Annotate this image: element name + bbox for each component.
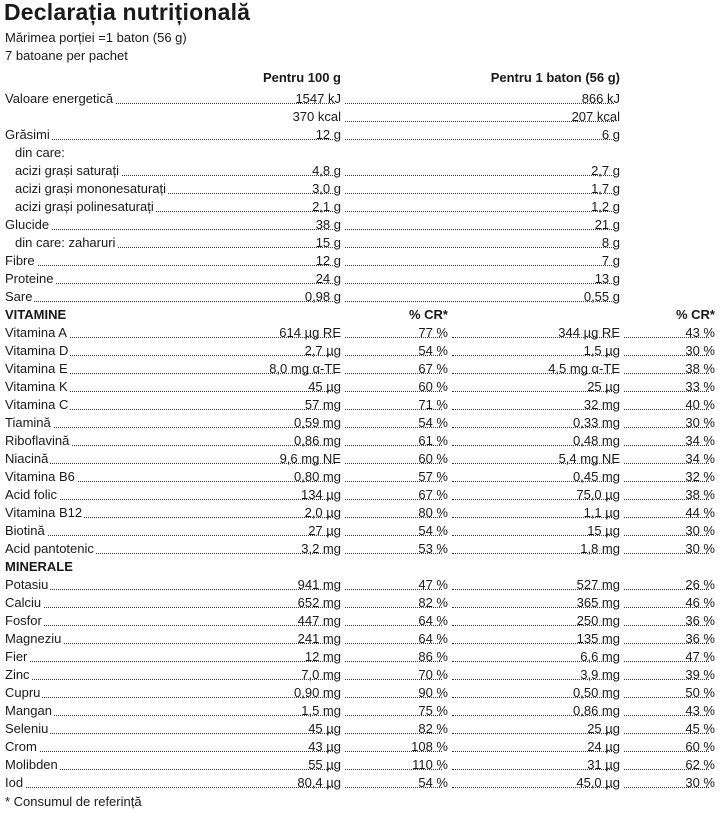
dot-leader — [624, 714, 709, 716]
dot-leader — [345, 354, 442, 356]
value-per-bar: 25 µg — [587, 379, 620, 394]
value-per-bar: 6 g — [601, 127, 620, 142]
value-per-100g: 0,98 g — [304, 289, 341, 304]
value-per-100g: 55 µg — [308, 757, 341, 772]
dot-leader — [452, 408, 614, 410]
dot-leader — [452, 696, 614, 698]
value-per-bar: 13 g — [594, 271, 620, 286]
cr-per-bar: 30 % — [685, 523, 715, 538]
value-per-bar: 0,86 mg — [573, 703, 620, 718]
value-per-bar: 1,1 µg — [583, 505, 620, 520]
cr-per-bar: 36 % — [685, 613, 715, 628]
value-per-100g: 12 g — [315, 253, 341, 268]
value-per-bar: 0,48 mg — [573, 433, 620, 448]
value-per-100g: 2,7 µg — [304, 343, 341, 358]
vitamin-label: Vitamina B12 — [5, 505, 83, 520]
cr-per-bar: 34 % — [685, 451, 715, 466]
dot-leader — [345, 102, 614, 104]
pack-info: 7 batoane per pachet — [5, 48, 128, 63]
dot-leader — [345, 390, 442, 392]
value-per-bar: 75,0 µg — [576, 487, 620, 502]
dot-leader — [452, 732, 614, 734]
dot-leader — [624, 642, 709, 644]
footnote: * Consumul de referință — [5, 794, 142, 809]
dot-leader — [452, 426, 614, 428]
cr-per-100g: 60 % — [418, 451, 448, 466]
column-header-cr-per-bar: % CR* — [675, 307, 715, 322]
dot-leader — [452, 588, 614, 590]
nutrient-label: Grăsimi — [5, 127, 50, 142]
vitamin-label: Vitamina K — [5, 379, 68, 394]
dot-leader — [624, 588, 709, 590]
dot-leader — [345, 264, 614, 266]
dot-leader — [624, 498, 709, 500]
dot-leader — [624, 732, 709, 734]
dot-leader — [345, 552, 442, 554]
nutrient-label: Fibre — [5, 253, 35, 268]
mineral-label: Magneziu — [5, 631, 62, 646]
dot-leader — [345, 660, 442, 662]
dot-leader — [345, 498, 442, 500]
dot-leader — [345, 408, 442, 410]
dot-leader — [624, 786, 709, 788]
vitamin-label: Acid folic — [5, 487, 58, 502]
vitamin-label: Vitamina C — [5, 397, 69, 412]
cr-per-bar: 38 % — [685, 361, 715, 376]
cr-per-100g: 77 % — [418, 325, 448, 340]
vitamin-label: Vitamina B6 — [5, 469, 75, 484]
dot-leader — [345, 786, 442, 788]
mineral-label: Zinc — [5, 667, 30, 682]
value-per-100g: 7,0 mg — [301, 667, 341, 682]
nutrient-label: Sare — [5, 289, 33, 304]
value-per-bar: 24 µg — [587, 739, 620, 754]
dot-leader — [452, 768, 614, 770]
value-per-100g: 4,8 g — [312, 163, 341, 178]
dot-leader — [452, 624, 614, 626]
cr-per-bar: 40 % — [685, 397, 715, 412]
dot-leader — [624, 516, 709, 518]
value-per-100g: 3,0 g — [312, 181, 341, 196]
cr-per-100g: 75 % — [418, 703, 448, 718]
cr-per-bar: 33 % — [685, 379, 715, 394]
value-per-100g: 0,86 mg — [294, 433, 341, 448]
dot-leader — [452, 372, 614, 374]
vitamin-label: Vitamina A — [5, 325, 67, 340]
value-per-bar: 8 g — [601, 235, 620, 250]
cr-per-100g: 53 % — [418, 541, 448, 556]
dot-leader — [345, 714, 442, 716]
value-per-100g: 0,90 mg — [294, 685, 341, 700]
cr-per-100g: 110 % — [412, 757, 448, 772]
cr-per-100g: 67 % — [418, 361, 448, 376]
cr-per-bar: 32 % — [685, 469, 715, 484]
serving-size: Mărimea porției =1 baton (56 g) — [5, 30, 187, 45]
value-per-bar: 866 kJ — [581, 91, 620, 106]
value-per-bar: 135 mg — [576, 631, 620, 646]
cr-per-100g: 90 % — [418, 685, 448, 700]
mineral-label: Mangan — [5, 703, 52, 718]
value-per-bar: 1,2 g — [591, 199, 620, 214]
value-per-100g: 0,80 mg — [294, 469, 341, 484]
cr-per-bar: 60 % — [685, 739, 715, 754]
value-per-100g: 652 mg — [297, 595, 341, 610]
dot-leader — [624, 696, 709, 698]
dot-leader — [452, 534, 614, 536]
dot-leader — [452, 516, 614, 518]
nutrient-label: acizi grași saturați — [15, 163, 120, 178]
cr-per-100g: 57 % — [418, 469, 448, 484]
nutrient-label: din care: zaharuri — [15, 235, 116, 250]
cr-per-bar: 39 % — [685, 667, 715, 682]
value-per-bar: 7 g — [601, 253, 620, 268]
dot-leader — [345, 246, 614, 248]
dot-leader — [345, 588, 442, 590]
page-title: Declarația nutrițională — [4, 0, 251, 25]
vitamin-label: Niacină — [5, 451, 49, 466]
cr-per-100g: 47 % — [418, 577, 448, 592]
value-per-bar: 21 g — [594, 217, 620, 232]
dot-leader — [452, 354, 614, 356]
value-per-100g: 45 µg — [308, 379, 341, 394]
nutrient-label: din care: — [15, 145, 65, 160]
dot-leader — [345, 282, 614, 284]
dot-leader — [624, 444, 709, 446]
dot-leader — [345, 192, 614, 194]
dot-leader — [452, 498, 614, 500]
dot-leader — [345, 300, 614, 302]
dot-leader — [345, 642, 442, 644]
cr-per-bar: 30 % — [685, 775, 715, 790]
value-per-100g: 9,6 mg NE — [279, 451, 341, 466]
value-per-bar: 250 mg — [576, 613, 620, 628]
dot-leader — [624, 750, 709, 752]
cr-per-100g: 54 % — [418, 523, 448, 538]
dot-leader — [345, 678, 442, 680]
value-per-100g: 0,59 mg — [294, 415, 341, 430]
cr-per-bar: 45 % — [685, 721, 715, 736]
dot-leader — [624, 606, 709, 608]
value-per-100g: 447 mg — [297, 613, 341, 628]
value-per-100g: 370 kcal — [292, 109, 341, 124]
dot-leader — [345, 750, 442, 752]
value-per-100g: 941 mg — [297, 577, 341, 592]
dot-leader — [624, 336, 709, 338]
column-header-cr-per-100g: % CR* — [408, 307, 448, 322]
mineral-label: Seleniu — [5, 721, 49, 736]
value-per-bar: 365 mg — [576, 595, 620, 610]
dot-leader — [624, 408, 709, 410]
value-per-100g: 2,1 g — [312, 199, 341, 214]
dot-leader — [345, 120, 614, 122]
nutrient-label: acizi grași mononesaturați — [15, 181, 167, 196]
value-per-100g: 3,2 mg — [301, 541, 341, 556]
dot-leader — [624, 390, 709, 392]
mineral-label: Iod — [5, 775, 24, 790]
cr-per-100g: 54 % — [418, 343, 448, 358]
dot-leader — [345, 696, 442, 698]
cr-per-bar: 44 % — [685, 505, 715, 520]
mineral-label: Fier — [5, 649, 28, 664]
dot-leader — [452, 390, 614, 392]
dot-leader — [345, 444, 442, 446]
dot-leader — [345, 174, 614, 176]
mineral-label: Fosfor — [5, 613, 42, 628]
cr-per-100g: 60 % — [418, 379, 448, 394]
value-per-bar: 0,55 g — [583, 289, 620, 304]
dot-leader — [345, 534, 442, 536]
mineral-label: Potasiu — [5, 577, 49, 592]
cr-per-bar: 62 % — [685, 757, 715, 772]
column-header-per-bar: Pentru 1 baton (56 g) — [490, 70, 620, 85]
cr-per-bar: 30 % — [685, 541, 715, 556]
cr-per-bar: 46 % — [685, 595, 715, 610]
cr-per-100g: 61 % — [418, 433, 448, 448]
cr-per-bar: 36 % — [685, 631, 715, 646]
value-per-100g: 2,0 µg — [304, 505, 341, 520]
value-per-bar: 344 µg RE — [558, 325, 620, 340]
mineral-label: Calciu — [5, 595, 42, 610]
value-per-100g: 614 µg RE — [279, 325, 341, 340]
value-per-bar: 15 µg — [587, 523, 620, 538]
value-per-100g: 24 g — [315, 271, 341, 286]
cr-per-100g: 71 % — [418, 397, 448, 412]
value-per-bar: 1,7 g — [591, 181, 620, 196]
mineral-label: Molibden — [5, 757, 58, 772]
value-per-100g: 134 µg — [300, 487, 341, 502]
value-per-100g: 38 g — [315, 217, 341, 232]
value-per-bar: 207 kcal — [571, 109, 620, 124]
dot-leader — [345, 732, 442, 734]
dot-leader — [624, 534, 709, 536]
dot-leader — [345, 372, 442, 374]
cr-per-100g: 82 % — [418, 595, 448, 610]
value-per-bar: 0,45 mg — [573, 469, 620, 484]
value-per-100g: 15 g — [315, 235, 341, 250]
value-per-bar: 0,33 mg — [573, 415, 620, 430]
value-per-bar: 31 µg — [587, 757, 620, 772]
vitamin-label: Acid pantotenic — [5, 541, 94, 556]
cr-per-100g: 64 % — [418, 613, 448, 628]
dot-leader — [624, 624, 709, 626]
dot-leader — [345, 462, 442, 464]
value-per-100g: 45 µg — [308, 721, 341, 736]
cr-per-bar: 43 % — [685, 325, 715, 340]
value-per-100g: 8,0 mg α-TE — [269, 361, 341, 376]
nutrient-label: Proteine — [5, 271, 54, 286]
dot-leader — [624, 372, 709, 374]
section-header-vitamins: VITAMINE — [5, 307, 67, 322]
dot-leader — [345, 606, 442, 608]
value-per-100g: 57 mg — [304, 397, 341, 412]
dot-leader — [345, 516, 442, 518]
dot-leader — [624, 660, 709, 662]
value-per-bar: 6,6 mg — [580, 649, 620, 664]
dot-leader — [624, 768, 709, 770]
dot-leader — [452, 552, 614, 554]
cr-per-100g: 108 % — [411, 739, 448, 754]
value-per-bar: 2,7 g — [591, 163, 620, 178]
dot-leader — [452, 336, 614, 338]
dot-leader — [624, 678, 709, 680]
cr-per-bar: 30 % — [685, 343, 715, 358]
dot-leader — [345, 210, 614, 212]
vitamin-label: Biotină — [5, 523, 45, 538]
mineral-label: Cupru — [5, 685, 41, 700]
mineral-label: Crom — [5, 739, 37, 754]
cr-per-100g: 80 % — [418, 505, 448, 520]
value-per-bar: 25 µg — [587, 721, 620, 736]
cr-per-100g: 67 % — [418, 487, 448, 502]
dot-leader — [452, 786, 614, 788]
value-per-100g: 1547 kJ — [295, 91, 341, 106]
dot-leader — [452, 462, 614, 464]
dot-leader — [624, 480, 709, 482]
value-per-bar: 4,5 mg α-TE — [548, 361, 620, 376]
dot-leader — [452, 714, 614, 716]
dot-leader — [452, 750, 614, 752]
dot-leader — [345, 336, 442, 338]
cr-per-100g: 64 % — [418, 631, 448, 646]
dot-leader — [452, 480, 614, 482]
dot-leader — [345, 480, 442, 482]
cr-per-bar: 30 % — [685, 415, 715, 430]
dot-leader — [345, 624, 442, 626]
dot-leader — [345, 426, 442, 428]
cr-per-bar: 26 % — [685, 577, 715, 592]
dot-leader — [624, 552, 709, 554]
value-per-bar: 1,5 µg — [583, 343, 620, 358]
dot-leader — [452, 606, 614, 608]
value-per-bar: 45,0 µg — [576, 775, 620, 790]
column-header-per-100g: Pentru 100 g — [262, 70, 341, 85]
value-per-100g: 43 µg — [308, 739, 341, 754]
section-header-minerals: MINERALE — [5, 559, 73, 574]
value-per-100g: 12 mg — [304, 649, 341, 664]
value-per-bar: 5,4 mg NE — [558, 451, 620, 466]
dot-leader — [452, 678, 614, 680]
dot-leader — [345, 768, 442, 770]
value-per-bar: 0,50 mg — [573, 685, 620, 700]
dot-leader — [624, 426, 709, 428]
cr-per-bar: 38 % — [685, 487, 715, 502]
cr-per-100g: 86 % — [418, 649, 448, 664]
value-per-bar: 1,8 mg — [580, 541, 620, 556]
value-per-100g: 27 µg — [308, 523, 341, 538]
nutrient-label: Valoare energetică — [5, 91, 114, 106]
value-per-100g: 1,5 mg — [301, 703, 341, 718]
dot-leader — [452, 444, 614, 446]
cr-per-100g: 54 % — [418, 775, 448, 790]
cr-per-bar: 43 % — [685, 703, 715, 718]
cr-per-100g: 70 % — [418, 667, 448, 682]
dot-leader — [345, 228, 614, 230]
vitamin-label: Vitamina E — [5, 361, 68, 376]
dot-leader — [345, 138, 614, 140]
value-per-100g: 241 mg — [297, 631, 341, 646]
nutrient-label: acizi grași polinesaturați — [15, 199, 154, 214]
vitamin-label: Vitamina D — [5, 343, 69, 358]
value-per-bar: 32 mg — [583, 397, 620, 412]
value-per-bar: 3,9 mg — [580, 667, 620, 682]
cr-per-bar: 34 % — [685, 433, 715, 448]
value-per-bar: 527 mg — [576, 577, 620, 592]
value-per-100g: 12 g — [315, 127, 341, 142]
dot-leader — [452, 660, 614, 662]
dot-leader — [624, 462, 709, 464]
nutrient-label: Glucide — [5, 217, 50, 232]
cr-per-bar: 50 % — [685, 685, 715, 700]
vitamin-label: Riboflavină — [5, 433, 70, 448]
cr-per-100g: 54 % — [418, 415, 448, 430]
cr-per-100g: 82 % — [418, 721, 448, 736]
dot-leader — [452, 642, 614, 644]
value-per-100g: 80,4 µg — [297, 775, 341, 790]
vitamin-label: Tiamină — [5, 415, 51, 430]
cr-per-bar: 47 % — [685, 649, 715, 664]
dot-leader — [624, 354, 709, 356]
